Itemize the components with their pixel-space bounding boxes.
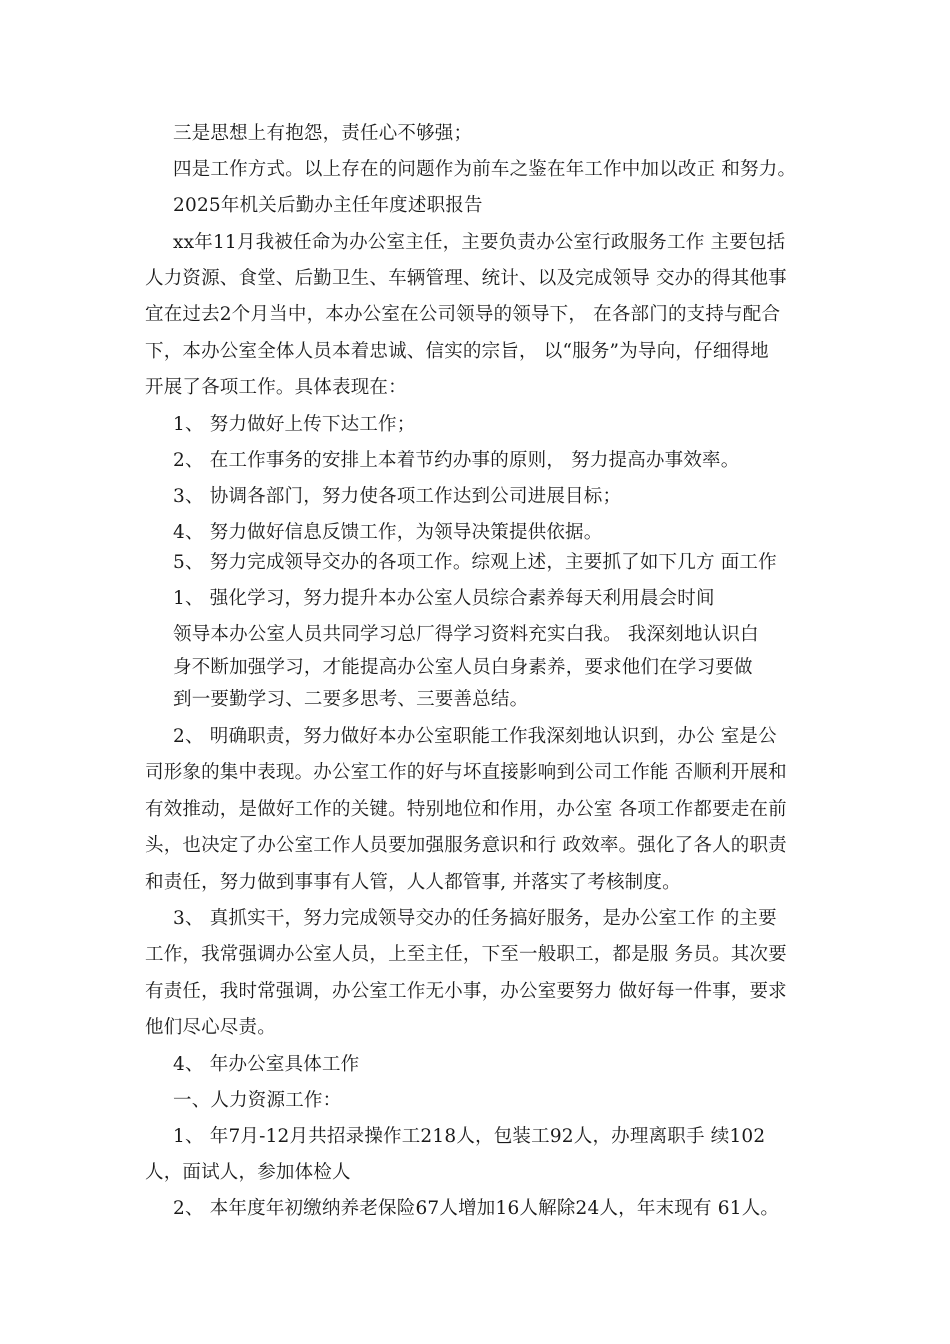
text-line: 宜在过去2个月当中，本办公室在公司领导的领导下， 在各部门的支持与配合 <box>145 304 781 325</box>
list-item: 5、 努力完成领导交办的各项工作。综观上述，主要抓了如下几方 面工作 <box>173 552 777 573</box>
text-line: 他们尽心尽责。 <box>145 1017 276 1038</box>
text-line: 下，本办公室全体人员本着忠诚、信实的宗旨， 以“服务”为导向，仔细得地 <box>145 341 769 362</box>
text-line: 有效推动，是做好工作的关键。特别地位和作用，办公室 各项工作都要走在前 <box>145 799 787 820</box>
list-item: 3、 真抓实干，努力完成领导交办的任务搞好服务，是办公室工作 的主要 <box>173 908 777 929</box>
list-item: 3、 协调各部门，努力使各项工作达到公司进展目标； <box>173 486 622 507</box>
text-line: 人，面试人，参加体检人 <box>145 1162 351 1183</box>
document-title: 2025年机关后勤办主任年度述职报告 <box>173 195 483 216</box>
list-item: 4、 努力做好信息反馈工作，为领导决策提供依据。 <box>173 522 603 543</box>
text-line: 和责任，努力做到事事有人管，人人都管事, 并落实了考核制度。 <box>145 872 681 893</box>
text-line: 司形象的集中表现。办公室工作的好与坏直接影响到公司工作能 否顺利开展和 <box>145 762 787 783</box>
section-heading: 一、人力资源工作： <box>173 1090 342 1111</box>
text-line: 有责任，我时常强调，办公室工作无小事，办公室要努力 做好每一件事，要求 <box>145 981 787 1002</box>
section-heading: 4、 年办公室具体工作 <box>173 1054 360 1075</box>
list-item: 1、 强化学习，努力提升本办公室人员综合素养每天利用晨会时间 <box>173 588 715 609</box>
list-item: 1、 年7月-12月共招录操作工218人，包装工92人，办理离职手 续102 <box>173 1126 766 1147</box>
text-line: 开展了各项工作。具体表现在： <box>145 377 407 398</box>
list-item: 1、 努力做好上传下达工作； <box>173 414 416 435</box>
text-line: 领导本办公室人员共同学习总厂得学习资料充实白我。 我深刻地认识白 <box>173 624 759 645</box>
text-line: 工作，我常强调办公室人员，上至主任，下至一般职工，都是服 务员。其次要 <box>145 944 787 965</box>
text-line: 到一要勤学习、二要多思考、三要善总结。 <box>173 689 529 710</box>
text-line: 人力资源、食堂、后勤卫生、车辆管理、统计、以及完成领导 交办的得其他事 <box>145 268 787 289</box>
text-line: 三是思想上有抱怨，责任心不够强； <box>173 123 473 144</box>
text-line: xx年11月我被任命为办公室主任，主要负责办公室行政服务工作 主要包括 <box>173 232 786 253</box>
list-item: 2、 在工作事务的安排上本着节约办事的原则， 努力提高办事效率。 <box>173 450 740 471</box>
text-line: 身不断加强学习，才能提高办公室人员白身素养，要求他们在学习要做 <box>173 657 753 678</box>
text-line: 四是工作方式。以上存在的问题作为前车之鉴在年工作中加以改正 和努力。 <box>173 159 797 180</box>
list-item: 2、 明确职责，努力做好本办公室职能工作我深刻地认识到，办公 室是公 <box>173 726 777 747</box>
text-line: 头，也决定了办公室工作人员要加强服务意识和行 政效率。强化了各人的职责 <box>145 835 787 856</box>
list-item: 2、 本年度年初缴纳养老保险67人增加16人解除24人，年末现有 61人。 <box>173 1198 780 1219</box>
